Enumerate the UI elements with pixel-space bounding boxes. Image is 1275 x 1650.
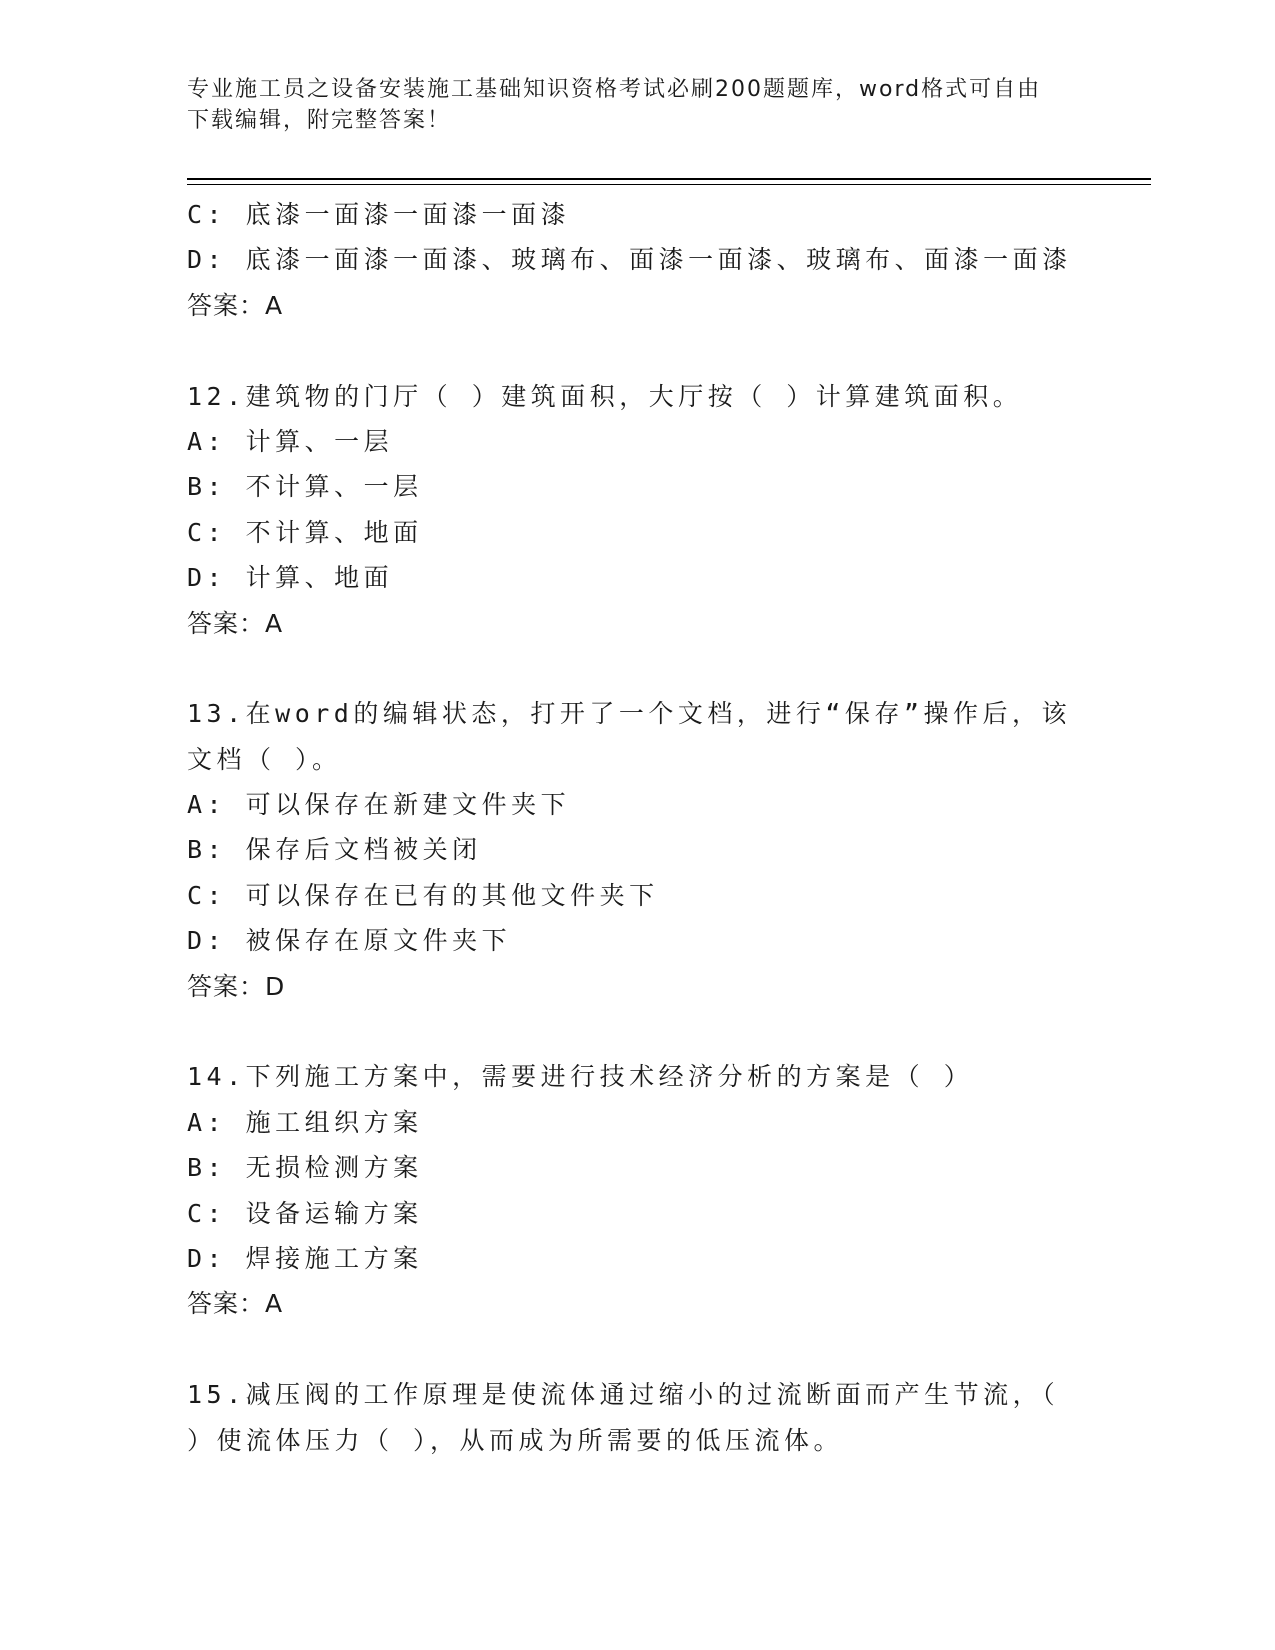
q13-option-b: B: 保存后文档被关闭: [187, 835, 482, 865]
spacer: [187, 1327, 1067, 1372]
q13-option-d: D: 被保存在原文件夹下: [187, 926, 512, 956]
header-line-1: 专业施工员之设备安装施工基础知识资格考试必刷200题题库，word格式可自由: [187, 77, 1042, 102]
q14-option-d: D: 焊接施工方案: [187, 1243, 423, 1273]
q12-option-a: A: 计算、一层: [187, 426, 394, 456]
prev-option-d: D: 底漆一面漆一面漆、玻璃布、面漆一面漆、玻璃布、面漆一面漆: [187, 245, 1072, 275]
q15-stem-line-1: 15.减压阀的工作原理是使流体通过缩小的过流断面而产生节流，（: [187, 1380, 1060, 1410]
header-divider: [187, 178, 1151, 180]
prev-option-c: C: 底漆一面漆一面漆一面漆: [187, 200, 571, 229]
q14-answer: 答案：A: [187, 1289, 284, 1319]
spacer: [187, 1009, 1067, 1054]
q12-stem: 12.建筑物的门厅（ ）建筑面积，大厅按（ ）计算建筑面积。: [187, 381, 1023, 411]
q13-answer: 答案：D: [187, 971, 286, 1001]
q14-option-b: B: 无损检测方案: [187, 1153, 423, 1183]
q14-stem: 14.下列施工方案中，需要进行技术经济分析的方案是（ ）: [187, 1062, 974, 1092]
q12-option-b: B: 不计算、一层: [187, 472, 423, 502]
document-header: [187, 74, 1067, 136]
header-line-2: 下载编辑，附完整答案！: [187, 108, 452, 133]
q13-option-c: C: 可以保存在已有的其他文件夹下: [187, 880, 659, 910]
q14-option-a: A: 施工组织方案: [187, 1107, 423, 1137]
q12-option-c: C: 不计算、地面: [187, 517, 423, 547]
prev-answer: 答案：A: [187, 290, 284, 320]
q13-option-a: A: 可以保存在新建文件夹下: [187, 790, 571, 820]
header-divider-thin: [187, 184, 1151, 185]
spacer: [187, 646, 1067, 691]
q15-stem-line-2: ）使流体压力（ ），从而成为所需要的低压流体。: [187, 1425, 844, 1455]
question-content: [187, 192, 1072, 1463]
q13-stem-line-2: 文档（ ）。: [187, 744, 342, 774]
q13-stem-line-1: 13.在word的编辑状态，打开了一个文档，进行“保存”操作后，该: [187, 699, 1071, 729]
q14-option-c: C: 设备运输方案: [187, 1198, 423, 1228]
q12-answer: 答案：A: [187, 608, 284, 638]
q12-option-d: D: 计算、地面: [187, 563, 394, 593]
spacer: [187, 328, 1067, 373]
